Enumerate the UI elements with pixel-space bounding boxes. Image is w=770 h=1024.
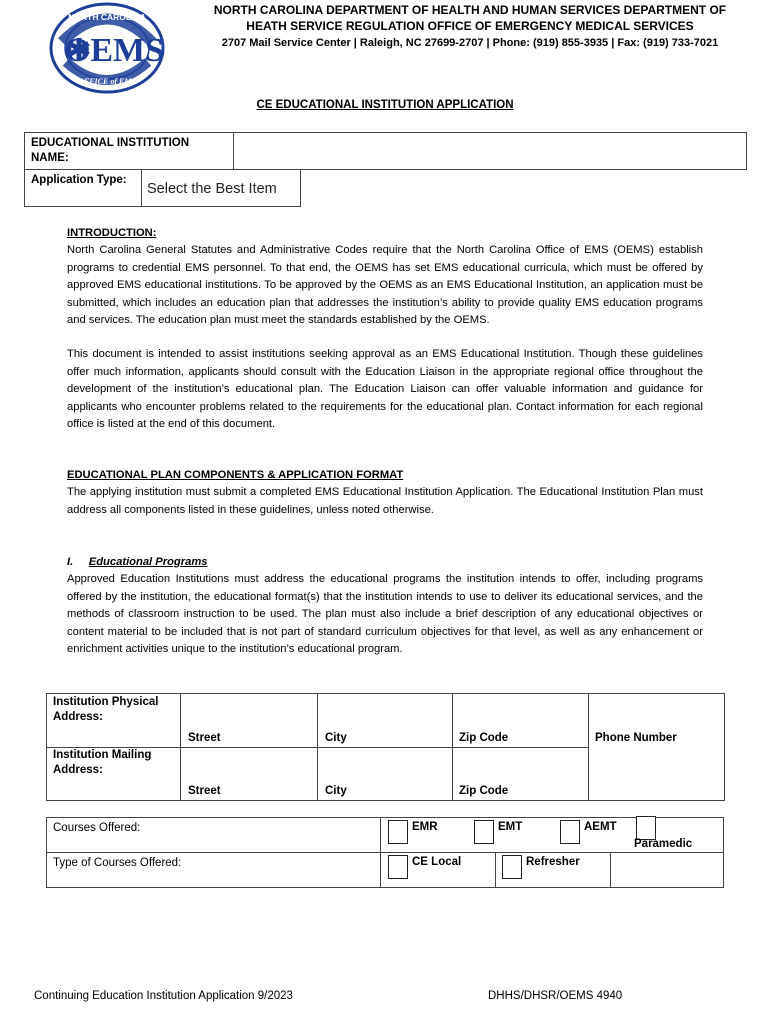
physical-zip-label: Zip Code <box>459 732 509 744</box>
footer-form-number: DHHS/DHSR/OEMS 4940 <box>488 990 623 1002</box>
seal-ring-top-text: NORTH CAROLINA <box>68 12 146 22</box>
refresher-checkbox[interactable] <box>502 855 522 879</box>
mailing-zip-label: Zip Code <box>459 785 509 797</box>
seal-oems-text: OEMS <box>63 32 165 69</box>
course-type-label-text: Type of Courses Offered: <box>53 857 182 869</box>
document-title: CE EDUCATIONAL INSTITUTION APPLICATION <box>256 99 514 111</box>
emt-label: EMT <box>498 821 523 833</box>
footer-form-title: Continuing Education Institution Application 9/2023 <box>34 990 293 1002</box>
mailing-address-label-line1: Institution Mailing <box>53 749 152 761</box>
ce-local-label: CE Local <box>412 856 462 868</box>
physical-address-label-line1: Institution Physical <box>53 696 159 708</box>
courses-offered-label-text: Courses Offered: <box>53 822 141 834</box>
emr-label: EMR <box>412 821 438 833</box>
mailing-street-label: Street <box>188 785 221 797</box>
ce-local-checkbox[interactable] <box>388 855 408 879</box>
educational-programs-title: Educational Programs <box>88 556 208 568</box>
introduction-paragraph-1: North Carolina General Statutes and Administrative Codes require that the North Carolina Office of EMS (OEMS) establish programs to credential EMS personnel. To that end, the OEMS has set EMS educational curricula, which must be offered by approved EMS educational institutions. To be approved by the OEMS as an EMS Educational Institution, an application must be submitted, which includes an education plan that addresses the institution’s ability to provide quality EMS education programs and services. The education plan must meet the standards established by the OEMS. <box>67 244 703 327</box>
institution-name-label-line2: NAME: <box>31 152 69 164</box>
header-department: NORTH CAROLINA DEPARTMENT OF HEALTH AND HUMAN SERVICES DEPARTMENT OF <box>213 3 727 17</box>
header-contact: 2707 Mail Service Center | Raleigh, NC 27699-2707 | Phone: (919) 855-3935 | Fax: (919) 733-7021 <box>221 37 719 49</box>
educational-plan-paragraph: The applying institution must submit a completed EMS Educational Institution Application. The Educational Institution Plan must address all components listed in these guidelines, unless noted otherwise. <box>67 486 703 516</box>
refresher-label: Refresher <box>526 856 580 868</box>
introduction-paragraph-2: This document is intended to assist institutions seeking approval as an EMS Educational Institution. Though these guidelines offer much information, applicants should consult with the Education Liaison in the appropriate regional office throughout the development of the institution’s educational plan. The Education Liaison can offer valuable information and guidance for applicants who encounter problems related to the requirements for the educational plan. Contact information for each regional office is listed at the end of this document. <box>67 348 703 431</box>
mailing-address-label-line2: Address: <box>53 764 103 776</box>
emt-checkbox[interactable] <box>474 820 494 844</box>
phone-number-label: Phone Number <box>595 732 677 744</box>
seal-ring-bottom-text: OFFICE of EMS <box>78 77 136 86</box>
aemt-label: AEMT <box>584 821 617 833</box>
paramedic-checkbox[interactable] <box>636 816 656 840</box>
header-office: HEATH SERVICE REGULATION OFFICE OF EMERGENCY MEDICAL SERVICES <box>246 19 694 33</box>
application-type-label: Application Type: <box>31 174 127 186</box>
educational-programs-paragraph: Approved Education Institutions must address the educational programs the institution intends to offer, including programs offered by the institution, the educational format(s) that the institution intends to use to deliver its educational services, and the methods of classroom instruction to be used. The plan must also include a brief description of any educational objectives or content material to be included that is not part of standard curriculum objectives for that level, as well as any enhancement or enrichment activities unique to the institution’s educational program. <box>67 573 703 656</box>
course-type-label <box>53 856 181 871</box>
physical-city-label: City <box>325 732 347 744</box>
mailing-city-label: City <box>325 785 347 797</box>
introduction-heading: INTRODUCTION: <box>67 227 157 239</box>
physical-street-label: Street <box>188 732 221 744</box>
paramedic-label: Paramedic <box>634 838 693 850</box>
educational-plan-heading: EDUCATIONAL PLAN COMPONENTS & APPLICATION FORMAT <box>67 469 404 481</box>
institution-name-label-line1: EDUCATIONAL INSTITUTION <box>31 137 190 149</box>
aemt-checkbox[interactable] <box>560 820 580 844</box>
courses-offered-label <box>53 821 140 836</box>
physical-address-label-line2: Address: <box>53 711 103 723</box>
emr-checkbox[interactable] <box>388 820 408 844</box>
section-numeral: I. <box>67 556 74 568</box>
application-type-select[interactable]: Select the Best Item <box>147 181 277 197</box>
